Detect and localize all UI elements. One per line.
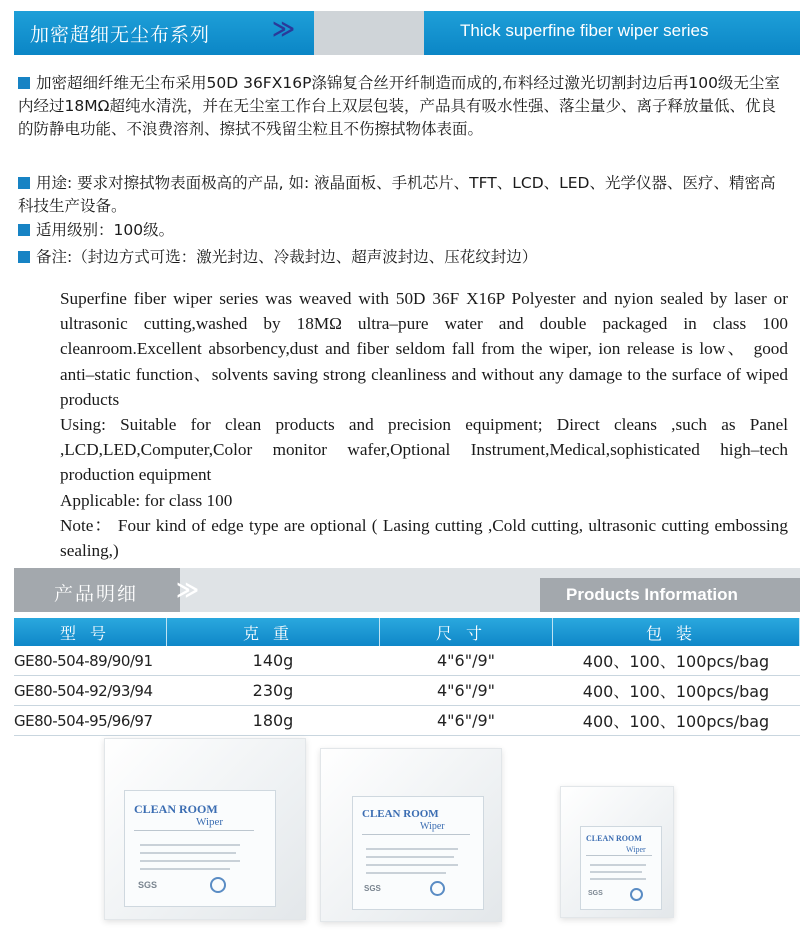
label-text-line: [140, 868, 230, 870]
title-chinese: 加密超细无尘布系列: [30, 24, 211, 46]
label-text-line: [140, 852, 236, 854]
double-chevron-icon: ≫: [176, 578, 200, 603]
cell-size: 4"6"/9": [380, 676, 553, 706]
label-subtitle: Wiper: [626, 845, 646, 854]
title-english: Thick superfine fiber wiper series: [460, 21, 709, 40]
label-text-line: [366, 872, 446, 874]
cell-size: 4"6"/9": [380, 706, 553, 736]
cn-note: [18, 246, 788, 269]
banner-mid-bar: [314, 11, 424, 55]
cn-description: [18, 72, 788, 141]
label-title: CLEAN ROOM: [362, 808, 439, 820]
label-title: CLEAN ROOM: [134, 802, 218, 816]
table-header-row: [14, 618, 800, 646]
label-text-line: [590, 871, 642, 873]
cn-usage-text: 用途: 要求对擦拭物表面极高的产品, 如: 液晶面板、手机芯片、TFT、LCD、LED、光学仪器、医疗、精密高科技生产设备。: [18, 174, 776, 215]
label-title: CLEAN ROOM: [586, 834, 642, 843]
en-paragraph-applicable: Applicable: for class 100: [60, 490, 233, 510]
cell-weight: 140g: [167, 646, 380, 676]
cert-logo-icon: [430, 881, 445, 896]
cell-packing: 400、100、100pcs/bag: [553, 676, 800, 706]
label-text-line: [366, 848, 458, 850]
square-bullet-icon: [18, 177, 30, 189]
products-title-english: Products Information: [566, 585, 738, 604]
sgs-mark: SGS: [138, 880, 158, 890]
cell-model: GE80-504-95/96/97: [14, 706, 167, 736]
label-divider: [134, 830, 254, 831]
cn-grade-text: 适用级别：100级。: [36, 221, 175, 239]
cn-grade: [18, 219, 788, 242]
cn-description-text: 加密超细纤维无尘布采用50D 36FX16P涤锦复合丝开纤制造而成的,布料经过激光切割封边后再100级无尘室内经过18MΩ超纯水清洗，并在无尘室工作台上双层包装，产品具有吸水性强、落尘量少、离子释放量低、优良的防静电功能、不浪费溶剂、擦拭不残留尘粒且不伤擦拭物体表面。: [18, 74, 780, 138]
table-row: [14, 706, 800, 736]
label-text-line: [366, 864, 458, 866]
label-text-line: [140, 844, 240, 846]
sgs-mark: SGS: [364, 884, 381, 893]
table-row: [14, 676, 800, 706]
en-paragraph-usage: Using: Suitable for clean products and precision equipment; Direct cleans ,such as Panel ,LCD,LED,Computer,Color monitor wafer,Optional Instrument,Medical,sophisticated high–tech production equipment: [60, 415, 788, 485]
cn-usage: [18, 172, 788, 218]
spec-table: [14, 618, 800, 736]
header-size: 尺寸: [380, 618, 553, 646]
cert-logo-icon: [210, 877, 226, 893]
cell-packing: 400、100、100pcs/bag: [553, 646, 800, 676]
cert-logo-icon: [630, 888, 643, 901]
sgs-mark: SGS: [588, 890, 603, 897]
label-text-line: [366, 856, 454, 858]
products-title-chinese: 产品明细: [54, 583, 139, 605]
header-weight: 克重: [167, 618, 380, 646]
cell-weight: 230g: [167, 676, 380, 706]
cell-size: 4"6"/9": [380, 646, 553, 676]
cell-model: GE80-504-89/90/91: [14, 646, 167, 676]
label-divider: [362, 834, 470, 835]
cell-weight: 180g: [167, 706, 380, 736]
label-text-line: [140, 860, 240, 862]
en-paragraph-note: Note： Four kind of edge type are optional ( Lasing cutting ,Cold cutting, ultrasonic cutting embossing sealing,): [60, 515, 788, 561]
cell-model: GE80-504-92/93/94: [14, 676, 167, 706]
label-text-line: [590, 878, 646, 880]
en-description: [18, 286, 788, 563]
square-bullet-icon: [18, 251, 30, 263]
header-model: 型号: [14, 618, 167, 646]
double-chevron-icon: ≫: [272, 17, 296, 42]
cell-packing: 400、100、100pcs/bag: [553, 706, 800, 736]
en-paragraph-description: Superfine fiber wiper series was weaved with 50D 36F X16P Polyester and nyion sealed by laser or ultrasonic cutting,washed by 18MΩ ultra–pure water and double packaged in class 100 cleanroom.Excellent absorbency,dust and fiber seldom fall from the wiper, ion release is low、 good anti–static function、solvents saving strong cleanliness and without any damage to the surface of wiped products: [60, 289, 788, 409]
table-row: [14, 646, 800, 676]
header-packing: 包装: [553, 618, 800, 646]
square-bullet-icon: [18, 77, 30, 89]
label-divider: [586, 855, 652, 856]
square-bullet-icon: [18, 224, 30, 236]
cn-note-text: 备注:（封边方式可选：激光封边、冷裁封边、超声波封边、压花纹封边）: [36, 248, 538, 266]
label-text-line: [590, 864, 646, 866]
label-subtitle: Wiper: [196, 816, 224, 828]
label-subtitle: Wiper: [420, 821, 445, 832]
